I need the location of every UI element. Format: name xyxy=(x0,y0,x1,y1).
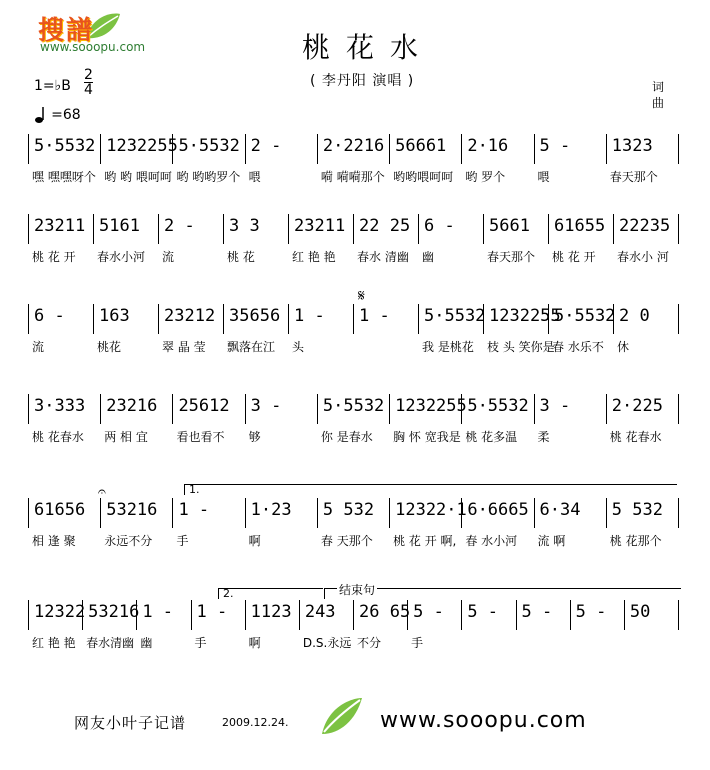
measure-lyrics: 桃花 xyxy=(97,340,122,354)
barline xyxy=(461,600,462,630)
measure-lyrics: 手 xyxy=(176,534,189,548)
barline xyxy=(570,600,571,630)
measure-lyrics: 春水小河 xyxy=(97,250,146,264)
measure-notes: 26 65 xyxy=(359,602,411,622)
barline xyxy=(678,600,679,630)
barline xyxy=(483,214,484,244)
barline xyxy=(678,498,679,528)
measure-lyrics: 桃 花 xyxy=(227,250,255,264)
measure-lyrics: 桃 花春水 xyxy=(32,430,84,444)
measure-notes: 1 - xyxy=(142,602,174,622)
measure-lyrics: 幽 xyxy=(422,250,435,264)
measure-notes: 1123 xyxy=(250,602,292,622)
barline xyxy=(28,394,29,424)
measure-notes: 163 xyxy=(99,306,130,326)
measure-lyrics: 春水小 河 xyxy=(617,250,669,264)
measure-lyrics: 嗬 嗬嗬那个 xyxy=(320,170,385,184)
measure-lyrics: 枝 头 笑你是 xyxy=(487,340,555,354)
barline xyxy=(172,134,173,164)
barline xyxy=(548,304,549,334)
fermata-mark: 𝄐 xyxy=(98,484,106,500)
measure-notes: 61655 xyxy=(554,216,606,236)
measure-notes: 25612 xyxy=(178,396,230,416)
barline xyxy=(100,394,101,424)
barline xyxy=(317,498,318,528)
measure-notes: 1232255 xyxy=(395,396,467,416)
measure-lyrics: 桃 花多温 xyxy=(465,430,518,444)
barline xyxy=(534,394,535,424)
measure-lyrics: 胸 怀 宽我是 xyxy=(393,430,461,444)
barline xyxy=(606,394,607,424)
measure-lyrics: 桃 花 开 啊, xyxy=(393,534,457,548)
barline xyxy=(28,498,29,528)
barline xyxy=(516,600,517,630)
measure-notes: 1 - xyxy=(196,602,228,622)
barline xyxy=(172,498,173,528)
logo-url: www.sooopu.com xyxy=(40,40,146,54)
barline xyxy=(245,600,246,630)
measure-lyrics: 春 水小河 xyxy=(465,534,518,548)
barline xyxy=(191,600,192,630)
measure-lyrics: 我 是桃花 xyxy=(422,340,474,354)
barline xyxy=(613,304,614,334)
tempo-marking xyxy=(34,104,81,124)
barline xyxy=(28,600,29,630)
measure-notes: 1 - xyxy=(178,500,210,520)
measure-lyrics: 够 xyxy=(248,430,261,444)
measure-notes: 1 - xyxy=(294,306,325,326)
measure-notes: 61656 xyxy=(34,500,86,520)
measure-notes: 3 - xyxy=(250,396,282,416)
measure-notes: 1232255 xyxy=(489,306,561,326)
measure-notes: 2 - xyxy=(250,136,282,156)
barline xyxy=(136,600,137,630)
measure-lyrics: 哟哟喂呵呵 xyxy=(393,170,454,184)
measure-lyrics: 红 艳 艳 xyxy=(32,636,76,650)
volta-1-bracket xyxy=(184,484,677,495)
measure-notes: 3·333 xyxy=(34,396,86,416)
measure-notes: 23212 xyxy=(164,306,216,326)
measure-notes: 23211 xyxy=(294,216,346,236)
barline xyxy=(613,214,614,244)
measure-lyrics: 手 xyxy=(194,636,207,650)
transcription-date: 2009.12.24. xyxy=(222,716,289,729)
barline xyxy=(548,214,549,244)
measure-notes: 53216 xyxy=(106,500,158,520)
footer-site-url[interactable]: www.sooopu.com xyxy=(380,708,587,733)
barline xyxy=(100,498,101,528)
barline xyxy=(245,498,246,528)
measure-lyrics: 不分 xyxy=(357,636,382,650)
barline xyxy=(288,304,289,334)
barline xyxy=(407,600,408,630)
barline xyxy=(678,214,679,244)
measure-notes: 5 - xyxy=(521,602,553,622)
ending-label: 结束句 xyxy=(339,583,376,597)
measure-lyrics: 啊 xyxy=(248,534,261,548)
measure-notes: 2 0 xyxy=(619,306,650,326)
barline xyxy=(461,134,462,164)
measure-lyrics: 喂 xyxy=(537,170,550,184)
barline xyxy=(461,394,462,424)
song-title: 桃花水 xyxy=(302,31,435,64)
measure-lyrics: 嘿 嘿嘿呀个 xyxy=(32,170,96,184)
measure-notes: 5 - xyxy=(575,602,607,622)
measure-notes: 22 25 xyxy=(359,216,411,236)
measure-lyrics: 桃 花 开 xyxy=(552,250,596,264)
volta-2-label: 2. xyxy=(223,587,234,600)
barline xyxy=(461,498,462,528)
volta-1-label: 1. xyxy=(189,483,200,496)
measure-notes: 1323 xyxy=(611,136,653,156)
barline xyxy=(389,134,390,164)
barline xyxy=(483,304,484,334)
measure-notes: 5 - xyxy=(539,136,571,156)
measure-notes: 2·225 xyxy=(611,396,663,416)
measure-lyrics: 哟 哟哟罗个 xyxy=(176,170,241,184)
measure-notes: 35656 xyxy=(229,306,281,326)
measure-notes: 5 - xyxy=(413,602,444,622)
measure-notes: 6·34 xyxy=(539,500,581,520)
barline xyxy=(317,394,318,424)
measure-notes: 5·5532 xyxy=(467,396,529,416)
measure-lyrics: 春水 清幽 xyxy=(357,250,409,264)
measure-lyrics: 翠 晶 莹 xyxy=(162,340,206,354)
composer-label: 曲 xyxy=(652,96,665,110)
measure-lyrics: 桃 花春水 xyxy=(609,430,662,444)
site-logo[interactable] xyxy=(38,8,158,56)
barline xyxy=(418,214,419,244)
volta-2-bracket xyxy=(218,588,323,599)
measure-notes: 5 532 xyxy=(322,500,375,520)
measure-notes: 2 - xyxy=(164,216,195,236)
barline xyxy=(172,394,173,424)
measure-notes: 5·5532 xyxy=(34,136,96,156)
measure-notes: 5·5532 xyxy=(322,396,385,416)
barline xyxy=(534,498,535,528)
measure-notes: 50 xyxy=(629,602,651,622)
barline xyxy=(245,394,246,424)
measure-notes: 5 - xyxy=(467,602,499,622)
measure-notes: 5 532 xyxy=(611,500,663,520)
measure-lyrics: 流 xyxy=(162,250,175,264)
barline xyxy=(288,214,289,244)
barline xyxy=(389,498,390,528)
barline xyxy=(28,134,29,164)
measure-notes: 5661 xyxy=(489,216,530,236)
measure-lyrics: 流 xyxy=(32,340,45,354)
measure-lyrics: 春 水乐不 xyxy=(552,340,604,354)
measure-notes: 5·5532 xyxy=(554,306,616,326)
leaf-logo-icon xyxy=(316,692,364,738)
barline xyxy=(317,134,318,164)
time-signature xyxy=(84,68,93,97)
key-signature: 1=♭B xyxy=(34,78,71,94)
measure-lyrics: 你 是春水 xyxy=(320,430,373,444)
measure-notes: 1232255 xyxy=(106,136,178,156)
measure-notes: 3 3 xyxy=(229,216,260,236)
measure-notes: 5·5532 xyxy=(178,136,240,156)
barline xyxy=(93,304,94,334)
logo-text: 搜譜 xyxy=(38,16,95,46)
measure-notes: 56661 xyxy=(395,136,447,156)
measure-lyrics: 喂 xyxy=(248,170,261,184)
measure-notes: 12322·1 xyxy=(395,500,467,520)
barline xyxy=(245,134,246,164)
barline xyxy=(353,304,354,334)
measure-lyrics: 休 xyxy=(617,340,630,354)
measure-lyrics: 相 逢 聚 xyxy=(32,534,76,548)
measure-notes: 1·23 xyxy=(250,500,292,520)
measure-lyrics: 头 xyxy=(292,340,305,354)
barline xyxy=(678,394,679,424)
measure-notes: 22235 xyxy=(619,216,671,236)
measure-notes: 6 - xyxy=(424,216,455,236)
measure-lyrics: 啊 xyxy=(248,636,261,650)
barline xyxy=(93,214,94,244)
barline xyxy=(353,600,354,630)
measure-lyrics: 红 艳 艳 xyxy=(292,250,336,264)
barline xyxy=(28,214,29,244)
barline xyxy=(100,134,101,164)
transcriber-credit: 网友小叶子记谱 xyxy=(74,714,187,732)
measure-notes: 243 xyxy=(304,602,336,622)
measure-notes: 2·2216 xyxy=(322,136,385,156)
measure-lyrics: 两 相 宜 xyxy=(104,430,148,444)
time-bottom: 4 xyxy=(84,82,93,98)
lyricist-label: 词 xyxy=(652,80,665,94)
measure-lyrics: 手 xyxy=(411,636,424,650)
measure-lyrics: 桃 花 开 xyxy=(32,250,76,264)
time-top: 2 xyxy=(84,67,93,83)
measure-notes: 53216 xyxy=(88,602,140,622)
measure-notes: 23216 xyxy=(106,396,158,416)
measure-notes: 12322 xyxy=(34,602,86,622)
barline xyxy=(158,304,159,334)
barline xyxy=(389,394,390,424)
measure-lyrics: D.S.永远 xyxy=(302,636,352,650)
barline xyxy=(606,134,607,164)
barline xyxy=(534,134,535,164)
tempo-value: =68 xyxy=(51,107,81,123)
ending-bracket xyxy=(324,583,681,599)
barline xyxy=(299,600,300,630)
measure-lyrics: 幽 xyxy=(140,636,153,650)
measure-lyrics: 春天那个 xyxy=(609,170,658,184)
measure-notes: 1 - xyxy=(359,306,390,326)
measure-lyrics: 飘落在江 xyxy=(227,340,276,354)
measure-lyrics: 看也看不 xyxy=(176,430,225,444)
quarter-note-icon xyxy=(34,106,46,124)
measure-notes: 23211 xyxy=(34,216,86,236)
measure-lyrics: 哟 罗个 xyxy=(465,170,506,184)
barline xyxy=(606,498,607,528)
measure-lyrics: 春水清幽 xyxy=(86,636,135,650)
segno-mark: 𝄋 xyxy=(358,286,365,305)
footer-logo[interactable] xyxy=(316,692,364,742)
barline xyxy=(678,304,679,334)
measure-lyrics: 春天那个 xyxy=(487,250,536,264)
barline xyxy=(223,214,224,244)
barline xyxy=(624,600,625,630)
barline xyxy=(353,214,354,244)
measure-notes: 2·16 xyxy=(467,136,509,156)
measure-notes: 3 - xyxy=(539,396,571,416)
measure-lyrics: 桃 花那个 xyxy=(609,534,662,548)
measure-notes: 5161 xyxy=(99,216,140,236)
measure-notes: 6·6665 xyxy=(467,500,529,520)
measure-lyrics: 哟 哟 喂呵呵 xyxy=(104,170,172,184)
barline xyxy=(28,304,29,334)
barline xyxy=(418,304,419,334)
measure-lyrics: 春 天那个 xyxy=(320,534,373,548)
measure-lyrics: 流 啊 xyxy=(537,534,566,548)
barline xyxy=(678,134,679,164)
measure-notes: 5·5532 xyxy=(424,306,486,326)
barline xyxy=(82,600,83,630)
singer-credit: ( 李丹阳 演唱 ) xyxy=(310,73,415,89)
barline xyxy=(158,214,159,244)
measure-notes: 6 - xyxy=(34,306,65,326)
measure-lyrics: 永远不分 xyxy=(104,534,153,548)
measure-lyrics: 柔 xyxy=(537,430,550,444)
barline xyxy=(223,304,224,334)
